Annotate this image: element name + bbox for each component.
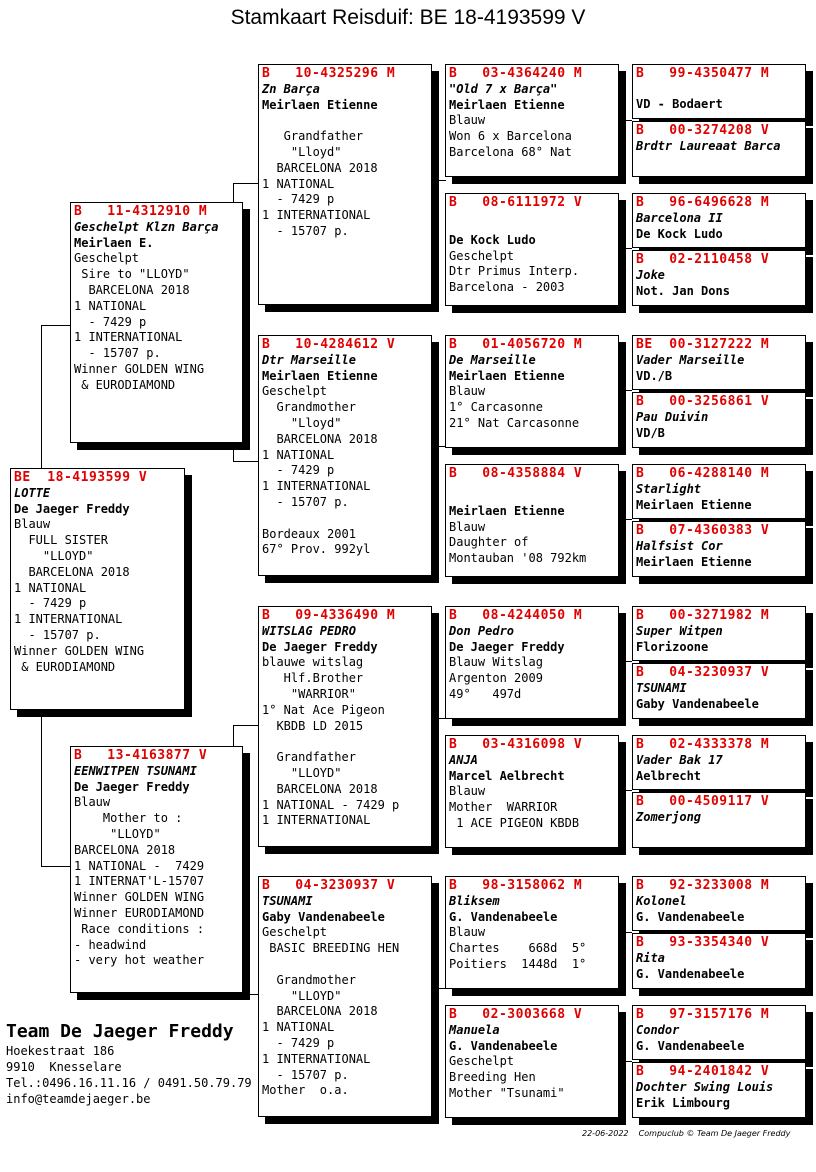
pigeon-info: Blauw Won 6 x Barcelona Barcelona 68° Nat xyxy=(449,113,572,159)
ring-number: B 98-3158062 M xyxy=(449,878,583,893)
connector-line xyxy=(623,519,632,520)
connector-line xyxy=(437,718,438,737)
pedigree-card-g14[interactable] xyxy=(632,933,806,989)
ring-number: B 94-2401842 V xyxy=(636,1064,770,1079)
pedigree-card-g10[interactable] xyxy=(632,663,806,719)
pigeon-name: Vader Marseille xyxy=(636,352,745,367)
pigeon-name: Bliksem xyxy=(449,893,500,908)
pigeon-name: Super Witpen xyxy=(636,623,723,638)
ring-number: B 09-4336490 M xyxy=(262,608,396,623)
pigeon-info: Grandfather "Lloyd" BARCELONA 2018 1 NATIONAL - 7429 p 1 INTERNATIONAL - 15707 p. xyxy=(262,129,378,238)
pigeon-name: Kolonel xyxy=(636,893,687,908)
owner-name: VD/B xyxy=(636,425,665,440)
owner-name: G. Vandenabeele xyxy=(636,1038,745,1053)
pedigree-card-g3[interactable] xyxy=(632,193,806,248)
pedigree-card-g13[interactable] xyxy=(632,876,806,931)
owner-name: Not. Jan Dons xyxy=(636,283,730,298)
pigeon-info: Blauw FULL SISTER "LLOYD" BARCELONA 2018 1 NATIONAL - 7429 p 1 INTERNATIONAL - 15707 p. Winner GOLDEN WING & EURODIAMOND xyxy=(14,517,145,674)
pedigree-card-g4[interactable] xyxy=(632,250,806,306)
pigeon-info: Geschelpt Breeding Hen Mother "Tsunami" xyxy=(449,1054,565,1100)
owner-name: G. Vandenabeele xyxy=(449,909,558,924)
ring-number: B 10-4284612 V xyxy=(262,337,396,352)
ring-number: B 08-6111972 V xyxy=(449,195,583,210)
pedigree-card-g11[interactable] xyxy=(632,735,806,790)
connector-line xyxy=(233,183,258,184)
pigeon-name: TSUNAMI xyxy=(636,680,687,695)
pigeon-name: "Old 7 x Barça" xyxy=(449,81,558,96)
owner-name: Erik Limbourg xyxy=(636,1095,730,1110)
pigeon-info: blauwe witslag Hlf.Brother "WARRIOR" 1° Nat Ace Pigeon KBDB LD 2015 Grandfather "LLOYD" BARCELONA 2018 1 NATIONAL - 7429 p 1 INTERNATIONAL xyxy=(262,655,400,828)
ring-number: B 99-4350477 M xyxy=(636,66,770,81)
ring-number: B 92-3233008 M xyxy=(636,878,770,893)
owner-name: De Jaeger Freddy xyxy=(14,501,130,516)
pedigree-card-g6[interactable] xyxy=(632,392,806,448)
ring-number: B 00-3271982 M xyxy=(636,608,770,623)
pigeon-name: Dochter Swing Louis xyxy=(636,1079,774,1094)
connector-line xyxy=(437,180,438,194)
pigeon-info: Blauw Chartes 668d 5° Poitiers 1448d 1° xyxy=(449,925,587,971)
ring-number: B 04-3230937 V xyxy=(636,665,770,680)
ring-number: B 00-4509117 V xyxy=(636,794,770,809)
connector-line xyxy=(623,248,632,249)
ring-number: B 06-4288140 M xyxy=(636,466,770,481)
pigeon-name: LOTTE xyxy=(14,485,51,500)
connector-line xyxy=(233,994,258,995)
pigeon-info: Geschelpt Sire to "LLOYD" BARCELONA 2018 1 NATIONAL - 7429 p 1 INTERNATIONAL - 15707 p. Winner GOLDEN WING & EURODIAMOND xyxy=(74,251,205,392)
pedigree-card-sss[interactable] xyxy=(445,64,619,177)
pedigree-card-g7[interactable] xyxy=(632,464,806,519)
connector-line xyxy=(41,325,70,326)
pigeon-info: Blauw Mother WARRIOR 1 ACE PIGEON KBDB xyxy=(449,784,580,830)
connector-line xyxy=(41,325,42,469)
owner-name: De Kock Ludo xyxy=(636,226,723,241)
owner-name: De Jaeger Freddy xyxy=(449,639,565,654)
owner-name: Florizoone xyxy=(636,639,709,654)
connector-line xyxy=(437,180,446,181)
owner-name: Aelbrecht xyxy=(636,768,702,783)
ring-number: B 07-4360383 V xyxy=(636,523,770,538)
pedigree-card-g16[interactable] xyxy=(632,1062,806,1118)
pigeon-name: Halfsist Cor xyxy=(636,538,723,553)
pedigree-card-ssd[interactable] xyxy=(445,193,619,306)
owner-name: G. Vandenabeele xyxy=(449,1038,558,1053)
pedigree-card-g12[interactable] xyxy=(632,792,806,848)
owner-name: Meirlaen E. xyxy=(74,235,154,250)
page-title: Stamkaart Reisduif: BE 18-4193599 V xyxy=(230,6,586,29)
pedigree-card-dd[interactable] xyxy=(258,876,432,1117)
ring-number: B 03-4316098 V xyxy=(449,737,583,752)
ring-number: B 11-4312910 M xyxy=(74,204,208,219)
ring-number: B 02-2110458 V xyxy=(636,252,770,267)
pigeon-info: Geschelpt Dtr Primus Interp. Barcelona - 2003 xyxy=(449,248,580,295)
ring-number: B 08-4244050 M xyxy=(449,608,583,623)
owner-name: G. Vandenabeele xyxy=(636,966,745,981)
pigeon-name: Starlight xyxy=(636,481,702,496)
pigeon-name: Zomerjong xyxy=(636,809,702,824)
pigeon-name: Don Pedro xyxy=(449,623,515,638)
pigeon-info: Geschelpt Grandmother "Lloyd" BARCELONA 2018 1 NATIONAL - 7429 p 1 INTERNATIONAL - 15707 p. Bordeaux 2001 67° Prov. 992yl xyxy=(262,384,378,557)
pedigree-card-g8[interactable] xyxy=(632,521,806,577)
owner-name: Meirlaen Etienne xyxy=(262,368,378,383)
pigeon-info: Geschelpt BASIC BREEDING HEN Grandmother "LLOYD" BARCELONA 2018 1 NATIONAL - 7429 p 1 INTERNATIONAL - 15707 p. Mother o.a. xyxy=(262,925,400,1098)
team-street: Hoekestraat 186 xyxy=(6,1044,115,1058)
ring-number: B 01-4056720 M xyxy=(449,337,583,352)
owner-name: Meirlaen Etienne xyxy=(636,554,752,569)
owner-name: Meirlaen Etienne xyxy=(636,497,752,512)
ring-number: B 00-3274208 V xyxy=(636,123,770,138)
ring-number: B 03-4364240 M xyxy=(449,66,583,81)
pigeon-info: Blauw Daughter of Montauban '08 792km xyxy=(449,519,587,566)
ring-number: B 93-3354340 V xyxy=(636,935,770,950)
owner-name: G. Vandenabeele xyxy=(636,909,745,924)
footer-credit: 22-06-2022 Compuclub © Team De Jaeger Freddy xyxy=(582,1129,791,1138)
ring-number: BE 00-3127222 M xyxy=(636,337,770,352)
pigeon-name: Brdtr Laureaat Barca xyxy=(636,138,781,153)
pedigree-card-main[interactable] xyxy=(10,468,185,710)
pedigree-card-dss[interactable] xyxy=(445,606,619,719)
connector-line xyxy=(437,446,438,465)
pedigree-card-dam[interactable] xyxy=(70,746,243,993)
ring-number: B 02-4333378 M xyxy=(636,737,770,752)
connector-line xyxy=(233,461,258,462)
pedigree-card-dsd[interactable] xyxy=(445,735,619,848)
pedigree-card-g2[interactable] xyxy=(632,121,806,177)
pigeon-name: De Marseille xyxy=(449,352,536,367)
pigeon-name: Dtr Marseille xyxy=(262,352,356,367)
connector-line xyxy=(623,1061,632,1062)
owner-name: Meirlaen Etienne xyxy=(449,368,565,383)
pedigree-card-ddd[interactable] xyxy=(445,1005,619,1118)
pigeon-name: Barcelona II xyxy=(636,210,723,225)
owner-name: Gaby Vandenabeele xyxy=(262,909,385,924)
pedigree-card-sd[interactable] xyxy=(258,335,432,576)
pigeon-info: Blauw Witslag Argenton 2009 49° 497d xyxy=(449,655,543,701)
pigeon-name: TSUNAMI xyxy=(262,893,313,908)
pigeon-name: Manuela xyxy=(449,1022,500,1037)
team-city: 9910 Knesselare xyxy=(6,1060,122,1074)
pigeon-name: Zn Barça xyxy=(262,81,320,96)
team-phone: Tel.:0496.16.11.16 / 0491.50.79.79 xyxy=(6,1076,252,1090)
connector-line xyxy=(233,725,258,726)
pigeon-name: WITSLAG PEDRO xyxy=(262,623,356,638)
connector-line xyxy=(623,390,632,391)
pedigree-card-ds[interactable] xyxy=(258,606,432,847)
pigeon-name xyxy=(449,482,615,504)
owner-name: Gaby Vandenabeele xyxy=(636,696,759,711)
pedigree-card-dds[interactable] xyxy=(445,876,619,989)
owner-name: De Jaeger Freddy xyxy=(74,779,190,794)
pigeon-name: Condor xyxy=(636,1022,680,1037)
ring-number: B 00-3256861 V xyxy=(636,394,770,409)
pigeon-name: Rita xyxy=(636,950,665,965)
pigeon-name: Geschelpt Klzn Barça xyxy=(74,219,219,234)
owner-name: Meirlaen Etienne xyxy=(262,97,378,112)
pedigree-card-g5[interactable] xyxy=(632,335,806,390)
connector-line xyxy=(41,866,70,867)
pigeon-name xyxy=(449,211,615,233)
ring-number: B 96-6496628 M xyxy=(636,195,770,210)
pigeon-info: Blauw Mother to : "LLOYD" BARCELONA 2018 1 NATIONAL - 7429 1 INTERNAT'L-15707 Winner GOLDEN WING Winner EURODIAMOND Race conditions : - headwind - very hot weather xyxy=(74,795,205,968)
connector-line xyxy=(41,716,42,866)
connector-line xyxy=(623,932,632,933)
owner-name: De Jaeger Freddy xyxy=(262,639,378,654)
pigeon-name xyxy=(636,82,802,97)
pigeon-name: Joke xyxy=(636,267,665,282)
ring-number: B 10-4325296 M xyxy=(262,66,396,81)
pedigree-card-sds[interactable] xyxy=(445,335,619,448)
pedigree-card-sdd[interactable] xyxy=(445,464,619,577)
owner-name: VD./B xyxy=(636,368,673,383)
team-email: info@teamdejaeger.be xyxy=(6,1092,151,1106)
connector-line xyxy=(233,725,234,747)
team-contact-block xyxy=(6,1021,252,1107)
connector-line xyxy=(623,790,632,791)
pedigree-card-g15[interactable] xyxy=(632,1005,806,1060)
pedigree-card-g9[interactable] xyxy=(632,606,806,661)
owner-name: Meirlaen Etienne xyxy=(449,97,565,112)
pedigree-card-sire[interactable] xyxy=(70,202,243,443)
team-name: Team De Jaeger Freddy xyxy=(6,1021,234,1042)
pedigree-card-ss[interactable] xyxy=(258,64,432,305)
ring-number: B 97-3157176 M xyxy=(636,1007,770,1022)
pedigree-card-g1[interactable] xyxy=(632,64,806,119)
ring-number: BE 18-4193599 V xyxy=(14,470,148,485)
ring-number: B 13-4163877 V xyxy=(74,748,208,763)
owner-name: Marcel Aelbrecht xyxy=(449,768,565,783)
pigeon-name: Vader Bak 17 xyxy=(636,752,723,767)
owner-name: Meirlaen Etienne xyxy=(449,503,565,518)
ring-number: B 04-3230937 V xyxy=(262,878,396,893)
ring-number: B 02-3003668 V xyxy=(449,1007,583,1022)
pigeon-name: Pau Duivin xyxy=(636,409,709,424)
connector-line xyxy=(233,449,234,461)
owner-name: VD - Bodaert xyxy=(636,96,723,111)
pigeon-info: Blauw 1° Carcasonne 21° Nat Carcasonne xyxy=(449,384,580,430)
connector-line xyxy=(437,988,438,1007)
connector-line xyxy=(233,183,234,202)
pigeon-name: EENWITPEN TSUNAMI xyxy=(74,763,197,778)
connector-line xyxy=(623,661,632,662)
connector-line xyxy=(623,120,632,121)
pigeon-name: ANJA xyxy=(449,752,478,767)
owner-name: De Kock Ludo xyxy=(449,232,536,247)
ring-number: B 08-4358884 V xyxy=(449,466,583,481)
